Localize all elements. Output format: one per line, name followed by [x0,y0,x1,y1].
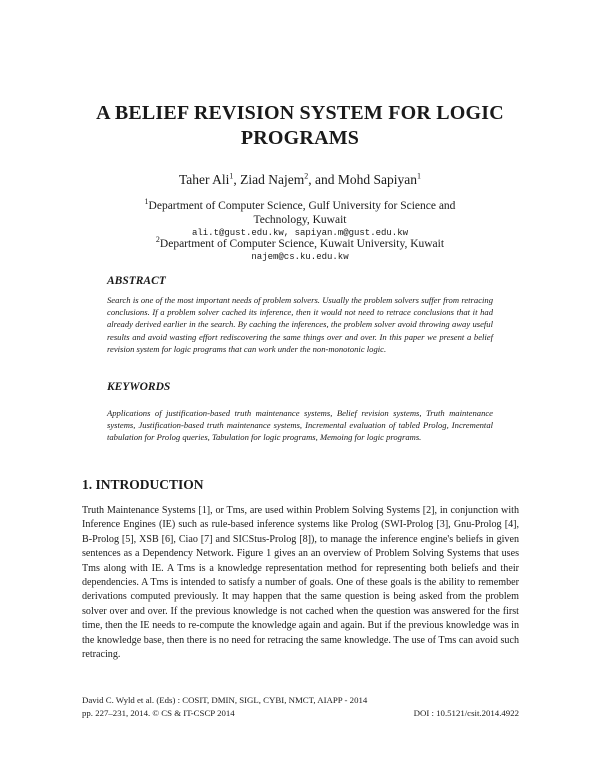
author-2: Ziad Najem [240,172,305,187]
affiliation-1-emails: ali.t@gust.edu.kw, sapiyan.m@gust.edu.kw [191,228,409,238]
introduction-text: Truth Maintenance Systems [1], or Tms, are used within Problem Solving Systems [2], in conjunction with Inference Engines (IE) such as rule-based inference systems like Prolog (SWI-Prolog [3], Gnu-Prolog [4], B-Prolog [5], XSB [6], Ciao [7] and SICStus-Prolog [8]), to manage the inference engine's beliefs in given sentences as a Dependency Network. Figure 1 gives an an overview of Problem Solving Systems that uses Tms along with IE. A Tms is a knowledge representation method for representing both beliefs and their dependencies. A Tms is intended to satisfy a number of goals. One of these goals is the ability to remember derivations computed previously. It may happen that the same question is being asked from the problem solver over and over. If the previous knowledge is not cached when the question was answered for the first time, then the IE needs to re-compute the knowledge again and again. But if the previous knowledge was in the knowledge base, then there is no need for retracing the same knowledge. The use of Tms can avoid such retracing. [82,505,519,661]
footer-bottom [82,707,519,719]
keywords-heading: KEYWORDS [107,381,171,393]
footer-citation-line: David C. Wyld et al. (Eds) : COSIT, DMIN, SIGL, CYBI, NMCT, AIAPP - 2014 [82,695,368,705]
author-3-affil-marker: 1 [417,171,422,181]
author-1: Taher Ali [178,172,230,187]
paper-title [60,101,540,151]
affiliation-1-line-1: Department of Computer Science, Gulf University for Science and [148,200,456,212]
affiliation-1 [100,199,500,213]
keywords-text: Applications of justification-based truth maintenance systems, Belief revision systems, Truth maintenance systems, Justification-based truth maintenance systems, Incremental evaluation of tabled Prolog, Incremental tabulation for Prolog queries, Tabulation for logic programs, Memoing for logic programs. [107,408,493,443]
introduction-heading: 1. INTRODUCTION [82,477,204,492]
title-line-2: PROGRAMS [240,127,360,149]
footer-doi: DOI : 10.5121/csit.2014.4922 [413,708,519,718]
affiliation-1-line-2: Technology, Kuwait [253,214,347,226]
affiliation-1-marker: 1 [144,197,149,207]
affiliation-2-email: najem@cs.ku.edu.kw [251,252,349,262]
author-3: and Mohd Sapiyan [315,172,418,187]
affiliation-2-line: Department of Computer Science, Kuwait University, Kuwait [159,238,445,250]
affiliation-2 [100,237,500,251]
author-list: Taher Ali$^1$, Ziad Najem$^2$, and Mohd Sapiyan$^1$ [178,171,422,187]
title-line-1: A BELIEF REVISION SYSTEM FOR LOGIC [96,102,504,124]
abstract-heading: ABSTRACT [107,275,166,287]
author-1-affil-marker: 1 [229,171,234,181]
affiliation-2-marker: 2 [155,235,160,245]
footer-pages-copyright: pp. 227–231, 2014. © CS & IT-CSCP 2014 [82,708,235,718]
abstract-text: Search is one of the most important needs of problem solvers. Usually the problem solvers suffer from retracing conclusions. If a problem solver cached its inference, then it would not need to retrace conclusions that it had already derived earlier in the search. By caching the inferences, the problem solver avoid throwing away useful results and avoid wasting effort rediscovering the same things over and over. In this paper we present a belief revision system for logic programs that can work under the non-monotonic logic. [107,295,493,354]
author-2-affil-marker: 2 [304,171,309,181]
